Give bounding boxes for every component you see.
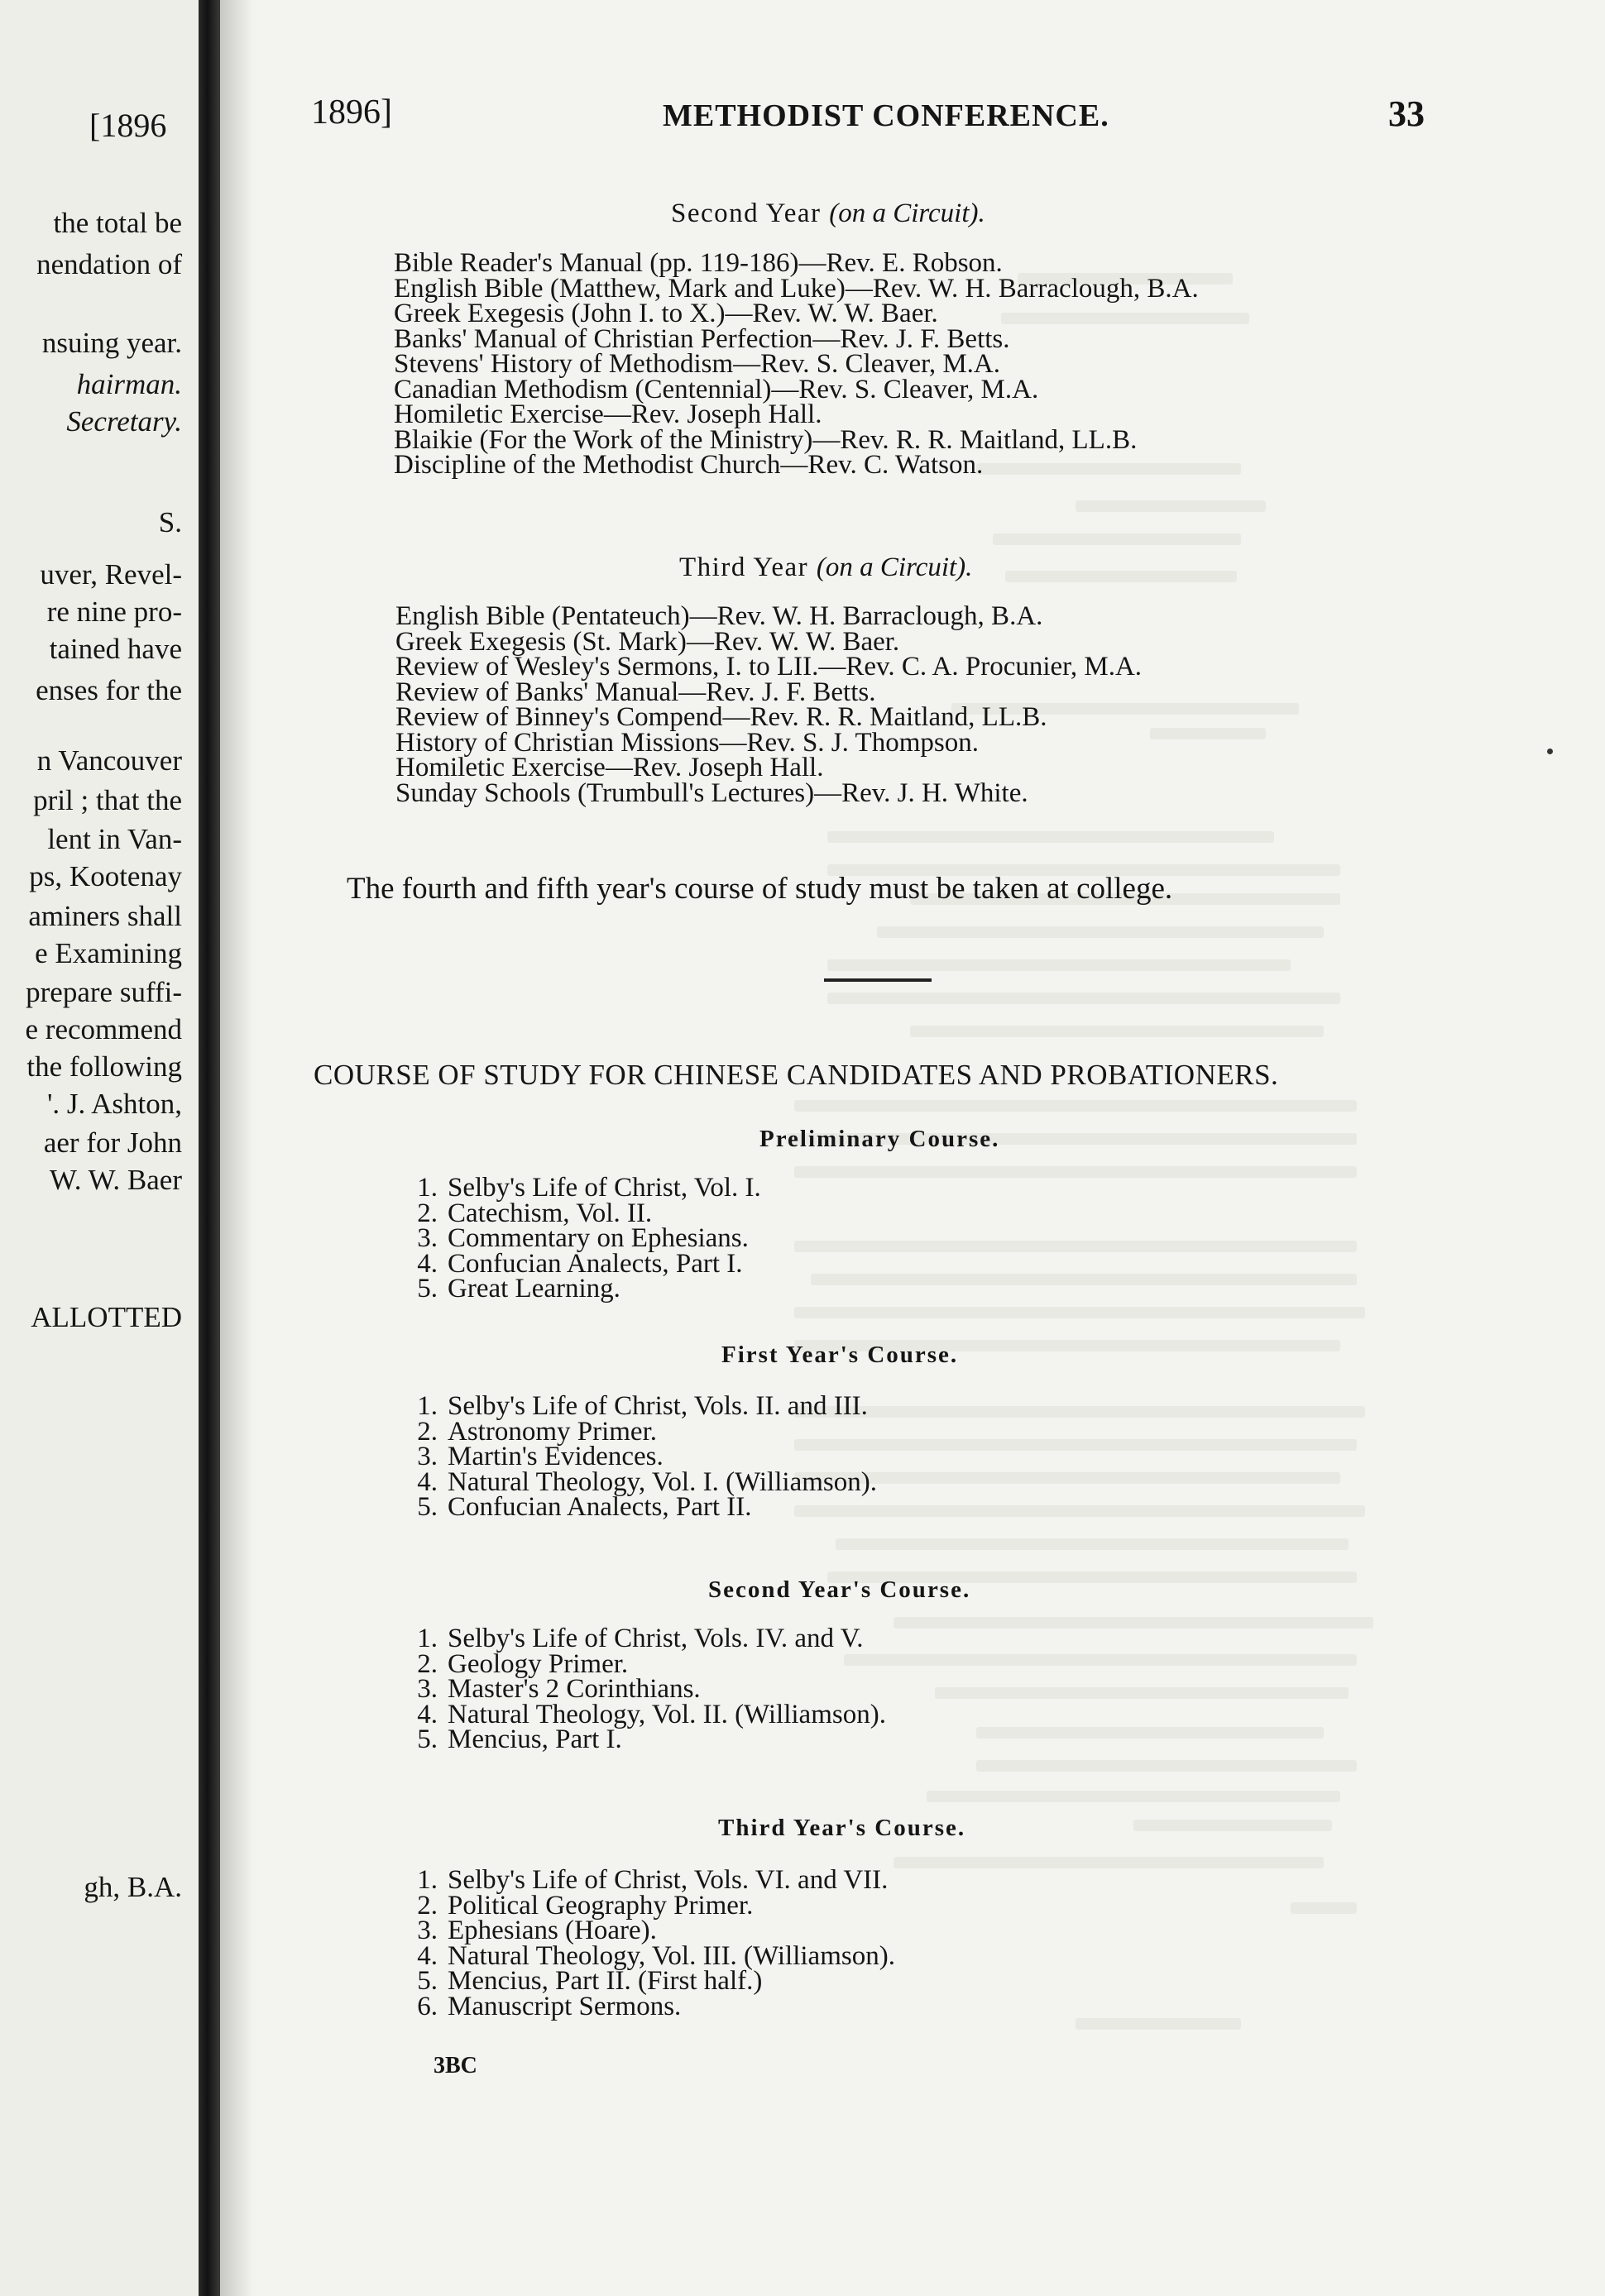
course-list-item [400, 1492, 751, 1523]
right-page [253, 0, 1605, 2296]
left-page-line: nsuing year. [41, 327, 182, 359]
third-year-entry: Review of Binney's Compend—Rev. R. R. Maitland, LL.B. [395, 702, 1047, 732]
show-through-stroke [1001, 313, 1249, 324]
show-through-stroke [976, 1727, 1324, 1739]
item-number: 5. [417, 1724, 438, 1754]
left-page-line: n Vancouver [36, 744, 182, 777]
item-text: Manuscript Sermons. [448, 1991, 682, 2021]
book-spine [199, 0, 220, 2296]
item-number: 1. [417, 1624, 438, 1653]
second-year-entry: Greek Exegesis (John I. to X.)—Rev. W. W. Baer. [394, 299, 938, 328]
item-number: 3. [417, 1916, 438, 1945]
item-text: Selby's Life of Christ, Vols. IV. and V. [448, 1624, 864, 1653]
third-year-entry: Review of Wesley's Sermons, I. to LII.—Rev. C. A. Procunier, M.A. [395, 652, 1143, 682]
show-through-stroke [794, 1307, 1365, 1318]
second-year-heading-note: (on a Circuit). [829, 199, 985, 228]
item-text: Ephesians (Hoare). [448, 1916, 657, 1945]
course-section-title: Third Year's Course. [718, 1815, 966, 1841]
show-through-stroke [794, 1166, 1357, 1178]
third-year-heading-note: (on a Circuit). [816, 552, 973, 582]
item-text: Selby's Life of Christ, Vols. VI. and VII. [448, 1865, 889, 1895]
item-text: Selby's Life of Christ, Vol. I. [448, 1173, 761, 1203]
left-page-line: '. J. Ashton, [47, 1088, 182, 1120]
item-text: Natural Theology, Vol. III. (Williamson). [448, 1940, 895, 1971]
show-through-stroke [877, 926, 1324, 938]
speck-mark [1547, 749, 1553, 754]
left-page-line: gh, B.A. [84, 1871, 182, 1903]
left-page-line: ps, Kootenay [29, 860, 182, 892]
item-number: 5. [417, 1966, 438, 1996]
left-page-line: nendation of [36, 248, 182, 280]
left-page-line: e recommend [25, 1013, 182, 1045]
left-page-line: tained have [49, 633, 182, 665]
show-through-stroke [935, 1687, 1349, 1699]
second-year-entry: Canadian Methodism (Centennial)—Rev. S. Cleaver, M.A. [394, 374, 1039, 404]
item-number: 1. [417, 1865, 438, 1895]
left-page-line: hairman. [76, 368, 182, 400]
item-text: Astronomy Primer. [448, 1416, 657, 1447]
show-through-stroke [794, 1439, 1357, 1451]
item-number: 4. [417, 1466, 438, 1497]
second-year-entry: Bible Reader's Manual (pp. 119-186)—Rev. E. Robson. [394, 248, 1003, 278]
left-page-line: re nine pro- [46, 596, 182, 628]
item-text: Political Geography Primer. [448, 1890, 754, 1921]
second-year-heading-label: Second Year [671, 199, 822, 228]
second-year-entry: Stevens' History of Methodism—Rev. S. Cleaver, M.A. [394, 349, 1001, 379]
item-text: Selby's Life of Christ, Vols. II. and III. [448, 1391, 868, 1421]
item-text: Confucian Analects, Part I. [448, 1248, 743, 1279]
second-year-entry: Blaikie (For the Work of the Ministry)—Rev. R. R. Maitland, LL.B. [394, 424, 1138, 455]
third-year-circuit-heading [679, 552, 972, 583]
show-through-stroke [794, 1406, 1365, 1418]
chinese-course-heading: COURSE OF STUDY FOR CHINESE CANDIDATES AND PROBATIONERS. [314, 1059, 1279, 1091]
left-running-head: [1896 [89, 107, 167, 144]
show-through-stroke [1076, 500, 1266, 512]
left-page-line: prepare suffi- [26, 976, 182, 1008]
left-page-line: enses for the [36, 674, 182, 706]
item-text: Commentary on Ephesians. [448, 1223, 749, 1253]
show-through-stroke [894, 1617, 1373, 1629]
item-text: Great Learning. [448, 1274, 620, 1303]
left-page-line: ALLOTTED [31, 1301, 182, 1333]
show-through-stroke [1005, 571, 1237, 582]
left-page-line: S. [158, 506, 182, 538]
third-year-entry: History of Christian Missions—Rev. S. J. Thompson. [395, 727, 979, 758]
left-page-line: aer for John [43, 1126, 182, 1159]
left-page-line: aminers shall [28, 900, 182, 932]
show-through-stroke [976, 463, 1241, 475]
item-number: 5. [417, 1492, 438, 1522]
left-page-line: the following [26, 1050, 182, 1083]
third-year-entry: Homiletic Exercise—Rev. Joseph Hall. [395, 753, 824, 782]
item-number: 1. [417, 1173, 438, 1203]
third-year-entry: Review of Banks' Manual—Rev. J. F. Betts. [395, 677, 876, 707]
show-through-stroke [976, 1760, 1357, 1772]
signature-mark: 3BC [434, 2053, 477, 2078]
item-number: 2. [417, 1198, 438, 1228]
item-number: 4. [417, 1940, 438, 1971]
left-page-line: uver, Revel- [40, 558, 182, 591]
left-page-line: Secretary. [66, 405, 182, 438]
second-year-entry: Homiletic Exercise—Rev. Joseph Hall. [394, 399, 822, 429]
show-through-stroke [794, 1505, 1365, 1517]
item-text: Mencius, Part I. [448, 1724, 622, 1754]
college-note: The fourth and fifth year's course of study must be taken at college. [347, 872, 1173, 906]
show-through-stroke [794, 1100, 1357, 1112]
show-through-stroke [811, 1274, 1357, 1285]
show-through-stroke [1076, 2018, 1241, 2030]
item-text: Mencius, Part II. (First half.) [448, 1966, 763, 1996]
item-number: 3. [417, 1442, 438, 1471]
course-list-item [400, 1274, 620, 1304]
show-through-stroke [827, 831, 1274, 843]
item-text: Confucian Analects, Part II. [448, 1492, 752, 1522]
item-text: Martin's Evidences. [448, 1442, 664, 1471]
third-year-entry: English Bible (Pentateuch)—Rev. W. H. Barraclough, B.A. [395, 601, 1043, 631]
show-through-stroke [827, 959, 1291, 971]
item-number: 4. [417, 1699, 438, 1729]
course-list-item [400, 1724, 622, 1755]
item-number: 2. [417, 1890, 438, 1921]
item-number: 3. [417, 1674, 438, 1704]
section-divider-rule [824, 978, 932, 982]
item-number: 6. [417, 1991, 438, 2021]
show-through-stroke [927, 1791, 1340, 1802]
item-number: 5. [417, 1274, 438, 1303]
page-number: 33 [1388, 93, 1425, 134]
show-through-stroke [993, 533, 1241, 545]
third-year-entry: Sunday Schools (Trumbull's Lectures)—Rev. J. H. White. [395, 777, 1028, 808]
left-page-line: e Examining [35, 937, 182, 969]
second-year-entry: Banks' Manual of Christian Perfection—Rev. J. F. Betts. [394, 323, 1010, 354]
show-through-stroke [910, 1026, 1324, 1037]
left-page-line: W. W. Baer [49, 1164, 182, 1196]
gutter-shadow [220, 0, 253, 2296]
item-number: 2. [417, 1416, 438, 1447]
course-section-title: Preliminary Course. [759, 1126, 1000, 1152]
item-text: Geology Primer. [448, 1648, 629, 1679]
show-through-stroke [1150, 728, 1266, 739]
second-year-circuit-heading [671, 199, 985, 229]
show-through-stroke [827, 993, 1340, 1004]
course-list-item [400, 1992, 681, 2022]
show-through-stroke [794, 1241, 1357, 1252]
second-year-entry: Discipline of the Methodist Church—Rev. C. Watson. [394, 450, 984, 480]
item-number: 2. [417, 1648, 438, 1679]
item-number: 1. [417, 1391, 438, 1421]
item-number: 4. [417, 1248, 438, 1279]
third-year-entry: Greek Exegesis (St. Mark)—Rev. W. W. Baer. [395, 626, 900, 657]
second-year-entry: English Bible (Matthew, Mark and Luke)—Rev. W. H. Barraclough, B.A. [394, 273, 1199, 304]
item-text: Natural Theology, Vol. I. (Williamson). [448, 1466, 877, 1497]
item-number: 3. [417, 1223, 438, 1253]
left-page-line: pril ; that the [33, 784, 182, 816]
show-through-stroke [1133, 1820, 1332, 1831]
running-head-title: METHODIST CONFERENCE. [663, 98, 1109, 133]
left-facing-page [0, 0, 199, 2296]
show-through-stroke [1291, 1902, 1357, 1914]
left-page-line: lent in Van- [47, 823, 182, 855]
running-head-year: 1896] [311, 93, 392, 132]
show-through-stroke [894, 1857, 1324, 1868]
course-section-title: First Year's Course. [721, 1342, 959, 1368]
third-year-heading-label: Third Year [679, 552, 809, 582]
item-text: Natural Theology, Vol. II. (Williamson). [448, 1699, 886, 1729]
show-through-stroke [836, 1538, 1349, 1550]
show-through-stroke [844, 1654, 1357, 1666]
item-text: Catechism, Vol. II. [448, 1198, 653, 1228]
course-section-title: Second Year's Course. [708, 1576, 971, 1603]
item-text: Master's 2 Corinthians. [448, 1674, 701, 1704]
left-page-line: the total be [53, 207, 182, 239]
